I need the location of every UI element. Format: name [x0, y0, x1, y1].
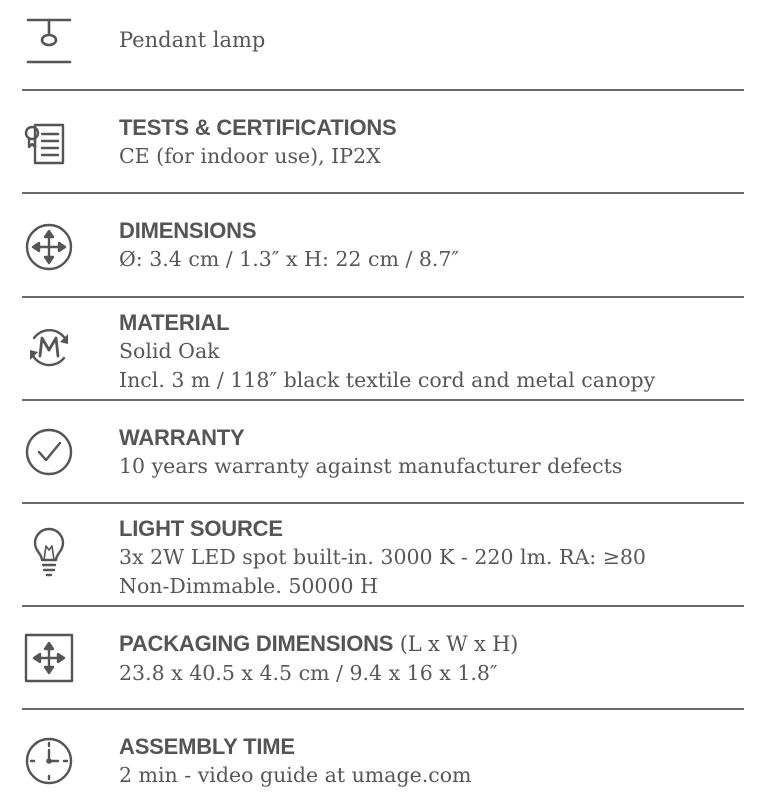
spec-row-dimensions — [22, 194, 744, 297]
spec-value: Solid Oak — [119, 339, 220, 363]
material-icon — [22, 320, 76, 374]
spec-value: 3x 2W LED spot built-in. 3000 K - 220 lm. RA: ≥80 — [119, 545, 646, 569]
clock-icon — [22, 734, 76, 788]
packaging-icon — [22, 631, 76, 685]
spec-title: TESTS & CERTIFICATIONS — [119, 115, 397, 140]
spec-title: ASSEMBLY TIME — [119, 734, 295, 759]
spec-value: 10 years warranty against manufacturer defects — [119, 454, 623, 478]
spec-row-warranty — [22, 401, 744, 504]
warranty-check-icon — [22, 425, 76, 479]
spec-type-text: Pendant lamp — [119, 28, 266, 52]
spec-title: LIGHT SOURCE — [119, 516, 283, 541]
spec-row-packaging — [22, 607, 744, 710]
spec-value: Ø: 3.4 cm / 1.3″ x H: 22 cm / 8.7″ — [119, 247, 460, 271]
spec-title — [119, 629, 744, 659]
spec-value: 2 min - video guide at umage.com — [119, 763, 472, 787]
spec-row-light-source — [22, 504, 744, 607]
spec-row-material — [22, 298, 744, 401]
spec-title-main: PACKAGING DIMENSIONS — [119, 631, 394, 656]
dimensions-icon — [22, 220, 76, 274]
spec-title-suffix: (L x W x H) — [393, 632, 519, 656]
light-bulb-icon — [22, 526, 76, 580]
spec-row-certifications — [22, 91, 744, 194]
spec-title: DIMENSIONS — [119, 218, 257, 243]
spec-title: MATERIAL — [119, 310, 230, 335]
spec-value: CE (for indoor use), IP2X — [119, 144, 381, 168]
spec-value: Incl. 3 m / 118″ black textile cord and metal canopy — [119, 368, 656, 392]
spec-value: 23.8 x 40.5 x 4.5 cm / 9.4 x 16 x 1.8″ — [119, 661, 498, 685]
spec-value: Non-Dimmable. 50000 H — [119, 574, 378, 598]
spec-row-pendant — [22, 10, 744, 70]
pendant-lamp-icon — [24, 14, 78, 68]
certificate-icon — [22, 117, 76, 171]
spec-row-assembly — [22, 710, 744, 801]
spec-title: WARRANTY — [119, 425, 245, 450]
